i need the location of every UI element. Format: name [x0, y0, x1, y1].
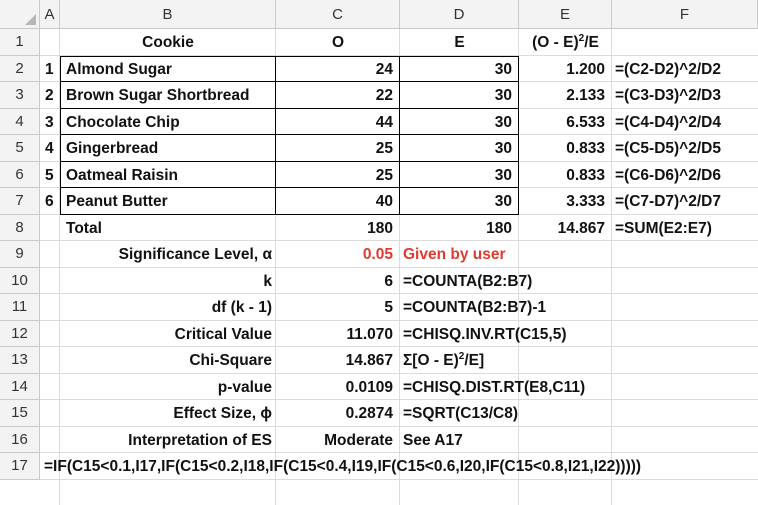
row-index: 3 [45, 113, 54, 131]
row-index: 1 [45, 60, 54, 78]
chi-term-formula: =(C7-D7)^2/D7 [615, 193, 721, 210]
observed-value: 44 [375, 113, 393, 131]
stat-note-prefix: Σ[O - E) [403, 352, 459, 369]
row-header-15[interactable]: 15 [0, 400, 40, 427]
row-header-17[interactable]: 17 [0, 453, 40, 480]
column-header-e[interactable]: E [519, 0, 612, 29]
chi-term-formula: =(C4-D4)^2/D4 [615, 113, 721, 131]
cookie-table-row-divider [60, 187, 519, 188]
column-header-d[interactable]: D [400, 0, 519, 29]
header-o: O [331, 34, 345, 51]
row-header-10[interactable]: 10 [0, 268, 40, 295]
stat-note: =COUNTA(B2:B7)-1 [403, 299, 547, 316]
cookie-name: Chocolate Chip [66, 113, 180, 131]
chi-term-formula: =(C5-D5)^2/D5 [615, 140, 721, 157]
expected-value: 30 [494, 113, 512, 131]
expected-value: 30 [494, 60, 512, 78]
chi-term-value: 0.833 [566, 166, 605, 184]
stat-value: 11.070 [346, 325, 393, 343]
stat-value: 5 [384, 299, 393, 316]
row-index: 5 [45, 166, 54, 184]
row-header-8[interactable]: 8 [0, 215, 40, 242]
cookie-table-row-divider [60, 161, 519, 162]
total-label: Total [66, 219, 102, 237]
total-observed: 180 [367, 219, 393, 237]
row-header-2[interactable]: 2 [0, 56, 40, 83]
row-header-1[interactable]: 1 [0, 29, 40, 56]
cookie-name: Peanut Butter [66, 193, 168, 210]
row-header-6[interactable]: 6 [0, 162, 40, 189]
chi-term-formula: =(C2-D2)^2/D2 [615, 60, 721, 78]
interpretation-formula: =IF(C15<0.1,I17,IF(C15<0.2,I18,IF(C15<0.4,I19,IF(C15<0.6,I20,IF(C15<0.8,I21,I22))))) [44, 458, 642, 475]
cookie-table-column-divider [399, 56, 400, 215]
header-e: E [454, 34, 465, 51]
row-header-9[interactable]: 9 [0, 241, 40, 268]
row-header-3[interactable]: 3 [0, 82, 40, 109]
row-header-13[interactable]: 13 [0, 347, 40, 374]
chi-term-formula: =(C3-D3)^2/D3 [615, 87, 721, 104]
stat-note: =CHISQ.INV.RT(C15,5) [403, 325, 567, 343]
row-index: 6 [45, 193, 54, 210]
observed-value: 24 [375, 60, 393, 78]
stat-value: 0.05 [362, 246, 393, 263]
header-chi-term [519, 35, 612, 51]
stat-value: 6 [384, 272, 393, 290]
stat-value: 14.867 [345, 352, 393, 369]
row-index: 4 [45, 140, 54, 157]
expected-value: 30 [494, 87, 512, 104]
stat-value: 0.0109 [345, 378, 393, 396]
stat-note-suffix: /E] [464, 352, 485, 369]
observed-value: 25 [375, 140, 393, 157]
observed-value: 40 [375, 193, 393, 210]
observed-value: 25 [375, 166, 393, 184]
stat-label: Chi-Square [189, 352, 272, 369]
header-chi-suffix: /E [584, 34, 599, 51]
cookie-table-row-divider [60, 134, 519, 135]
chi-term-value: 0.833 [566, 140, 605, 157]
stat-note-sup: 2 [458, 351, 465, 362]
cookie-table-row-divider [60, 108, 519, 109]
stat-label: Effect Size, ϕ [173, 405, 272, 422]
total-formula: =SUM(E2:E7) [615, 219, 712, 237]
cookie-name: Brown Sugar Shortbread [66, 87, 250, 104]
expected-value: 30 [494, 193, 512, 210]
stat-note: =COUNTA(B2:B7) [403, 272, 533, 290]
stat-label: p-value [217, 378, 272, 396]
stat-note: See A17 [403, 431, 463, 449]
row-header-14[interactable]: 14 [0, 374, 40, 401]
expected-value: 30 [494, 166, 512, 184]
stat-label: Critical Value [174, 325, 272, 343]
header-cookie: Cookie [142, 34, 194, 51]
row-header-12[interactable]: 12 [0, 321, 40, 348]
total-expected: 180 [486, 219, 512, 237]
cookie-name: Oatmeal Raisin [66, 166, 178, 184]
stat-label: Significance Level, α [118, 246, 272, 263]
stat-label: Interpretation of ES [128, 431, 272, 449]
expected-value: 30 [494, 140, 512, 157]
column-header-a[interactable]: A [40, 0, 60, 29]
row-header-7[interactable]: 7 [0, 188, 40, 215]
chi-term-value: 2.133 [566, 87, 605, 104]
cookie-name: Almond Sugar [66, 60, 172, 78]
chi-term-value: 1.200 [566, 60, 605, 78]
cookie-table-row-divider [60, 81, 519, 82]
column-gridline [611, 29, 612, 505]
total-chi-square: 14.867 [557, 219, 605, 237]
header-chi-sup: 2 [578, 33, 585, 44]
select-all-corner[interactable] [0, 0, 40, 29]
column-header-f[interactable]: F [612, 0, 758, 29]
row-header-4[interactable]: 4 [0, 109, 40, 136]
stat-note-chi-square [403, 353, 484, 369]
chi-term-formula: =(C6-D6)^2/D6 [615, 166, 721, 184]
cookie-name: Gingerbread [66, 140, 159, 157]
column-header-b[interactable]: B [60, 0, 276, 29]
stat-note: =CHISQ.DIST.RT(E8,C11) [403, 378, 586, 396]
column-header-c[interactable]: C [276, 0, 400, 29]
stat-value: Moderate [324, 431, 393, 449]
stat-label: df (k - 1) [211, 299, 272, 316]
row-header-5[interactable]: 5 [0, 135, 40, 162]
chi-term-value: 6.533 [566, 113, 605, 131]
row-index: 2 [45, 87, 54, 104]
stat-note: Given by user [403, 246, 506, 263]
stat-value: 0.2874 [345, 405, 393, 422]
row-header-11[interactable]: 11 [0, 294, 40, 321]
header-chi-prefix: (O - E) [532, 34, 579, 51]
chi-term-value: 3.333 [566, 193, 605, 210]
stat-note: =SQRT(C13/C8) [403, 405, 518, 422]
cookie-table-column-divider [275, 56, 276, 215]
stat-label: k [263, 272, 272, 290]
row-header-16[interactable]: 16 [0, 427, 40, 454]
observed-value: 22 [375, 87, 393, 104]
cookie-table-border [60, 56, 519, 215]
